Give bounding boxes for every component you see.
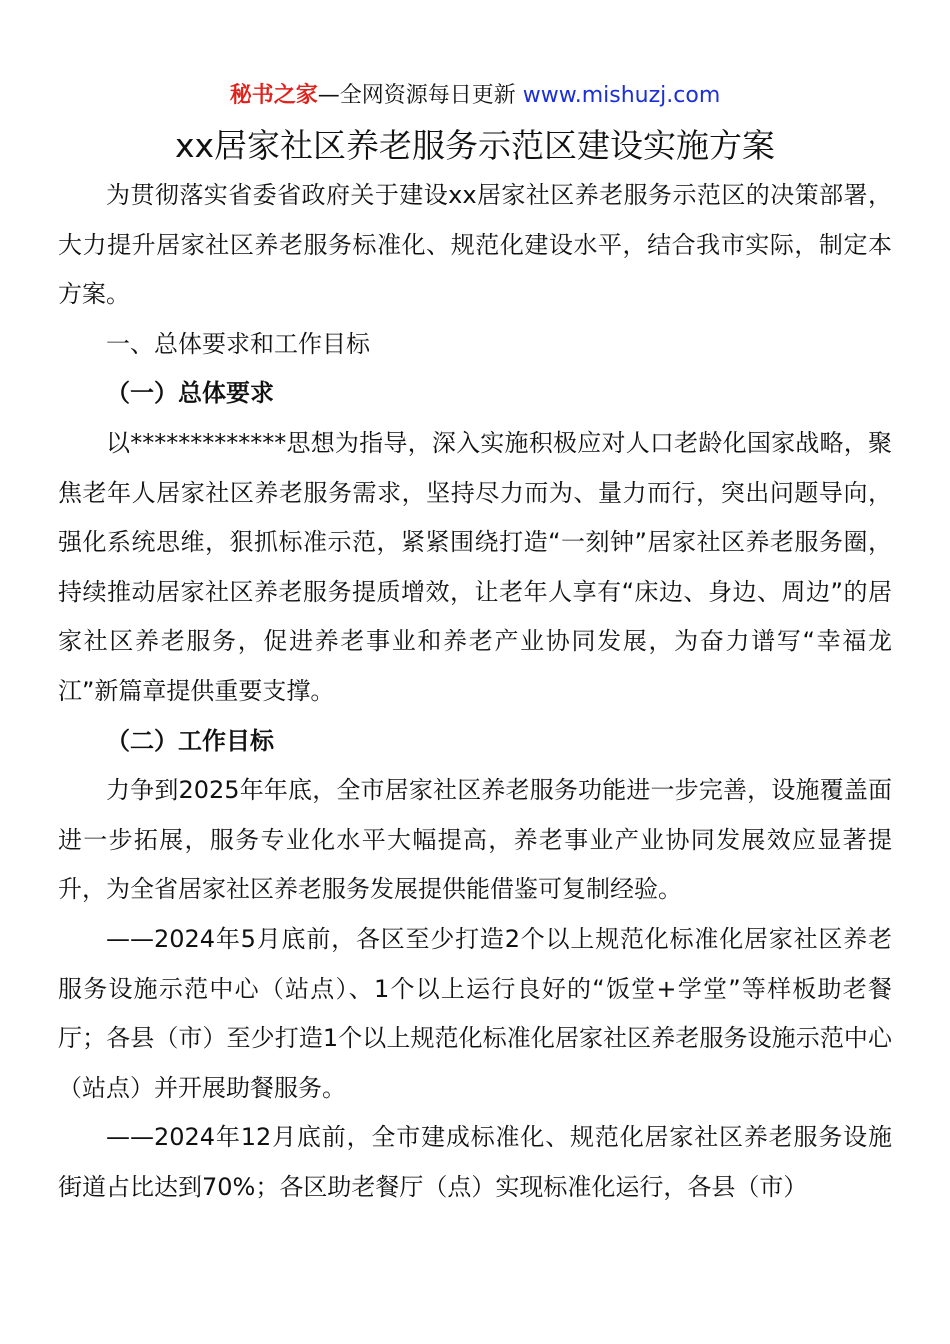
document-body <box>58 171 892 1212</box>
goal-paragraph: ——2024年12月底前，全市建成标准化、规范化居家社区养老服务设施街道占比达到70%；各区助老餐厅（点）实现标准化运行，各县（市） <box>58 1123 892 1201</box>
subsection-heading: （一）总体要求 <box>106 379 274 408</box>
subsection-heading: （二）工作目标 <box>106 726 274 755</box>
site-header <box>0 80 950 112</box>
document-title: xx居家社区养老服务示范区建设实施方案 <box>174 126 776 165</box>
intro-paragraph: 为贯彻落实省委省政府关于建设xx居家社区养老服务示范区的决策部署，大力提升居家社区养老服务标准化、规范化建设水平，结合我市实际，制定本方案。 <box>58 181 892 309</box>
section-heading: 一、总体要求和工作目标 <box>106 329 370 358</box>
goal-paragraph: ——2024年5月底前，各区至少打造2个以上规范化标准化居家社区养老服务设施示范中心（站点）、1个以上运行良好的“饭堂+学堂”等样板助老餐厅；各县（市）至少打造1个以上规范化标准化居家社区养老服务设施示范中心（站点）并开展助餐服务。 <box>58 924 892 1102</box>
subsection-paragraph: 以*************思想为指导，深入实施积极应对人口老龄化国家战略，聚焦老年人居家社区养老服务需求，坚持尽力而为、量力而行，突出问题导向，强化系统思维，狠抓标准示范，紧紧围绕打造“一刻钟”居家社区养老服务圈，持续推动居家社区养老服务提质增效，让老年人享有“床边、身边、周边”的居家社区养老服务，促进养老事业和养老产业协同发展，为奋力谱写“幸福龙江”新篇章提供重要支撑。 <box>58 428 892 705</box>
header-tagline: —全网资源每日更新 <box>317 83 516 108</box>
subsection-paragraph: 力争到2025年年底，全市居家社区养老服务功能进一步完善，设施覆盖面进一步拓展，服务专业化水平大幅提高，养老事业产业协同发展效应显著提升，为全省居家社区养老服务发展提供能借鉴可复制经验。 <box>58 776 892 904</box>
brand-name: 秘书之家 <box>229 83 318 108</box>
site-url: www.mishuzj.com <box>522 83 721 108</box>
